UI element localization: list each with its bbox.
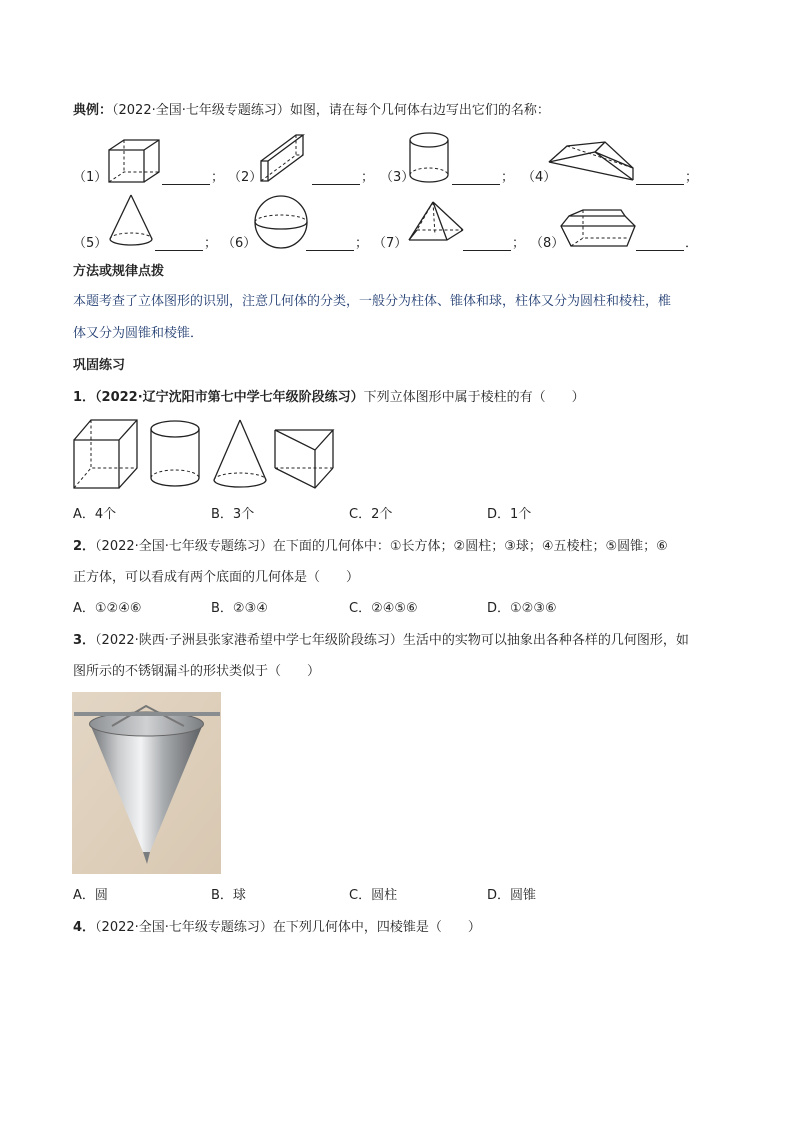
q2-option-d[interactable]: D．①②③⑥ [487,601,557,616]
question-source: （2022·辽宁沈阳市第七中学七年级阶段练习） [95,390,364,405]
cylinder-figure [409,131,451,185]
answer-blank-8[interactable] [636,236,684,251]
sphere-figure [253,195,311,251]
question-text: （2022·全国·七年级专题练习）在下面的几何体中：①长方体；②圆柱；③球；④五棱柱；⑤圆锥；⑥ [95,539,668,554]
triangular-prism-figure-q1 [273,428,335,490]
item-sep: ； [501,170,515,185]
cone-figure [108,193,156,249]
example-item-6 [222,234,256,254]
example-line [73,101,550,121]
question-4 [73,918,481,938]
question-text: 下列立体图形中属于棱柱的有（ ） [363,390,585,405]
item-sep: ． [685,236,699,251]
method-heading: 方法或规律点拨 [73,264,165,279]
item-sep: ； [211,170,225,185]
q1-option-b[interactable]: B．3个 [211,507,255,522]
cuboid-figure [104,138,164,188]
answer-blank-6[interactable] [306,236,354,251]
question-number: 4． [73,920,96,935]
item-label: （6） [222,236,257,251]
item-label: （8） [530,236,565,251]
practice-heading: 巩固练习 [73,358,126,373]
item-label: （4） [522,170,557,185]
example-heading: 典例： [73,103,113,118]
q2-option-c[interactable]: C．②④⑤⑥ [349,601,418,616]
question-2-line-2: 正方体，可以看成有两个底面的几何体是（ ） [73,570,360,585]
question-1 [73,388,585,408]
question-number: 1． [73,390,96,405]
example-item-1 [73,168,107,188]
cylinder-figure-q1 [150,420,202,488]
q1-option-a[interactable]: A．4个 [73,507,117,522]
answer-blank-2[interactable] [312,170,360,185]
question-3-line-2: 图所示的不锈钢漏斗的形状类似于（ ） [73,664,321,679]
item-label: （1） [73,170,108,185]
q2-option-a[interactable]: A．①②④⑥ [73,601,142,616]
cube-figure [73,418,139,490]
example-text: （2022·全国·七年级专题练习）如图，请在每个几何体右边写出它们的名称： [112,103,550,118]
item-label: （7） [373,236,408,251]
q3-option-d[interactable]: D．圆锥 [487,888,537,903]
item-sep: ； [355,236,369,251]
q3-option-a[interactable]: A．圆 [73,888,108,903]
question-text: （2022·全国·七年级专题练习）在下列几何体中，四棱锥是（ ） [95,920,481,935]
answer-blank-7[interactable] [463,236,511,251]
q3-option-b[interactable]: B．球 [211,888,246,903]
q1-option-d[interactable]: D．1个 [487,507,532,522]
example-item-7 [373,234,407,254]
q3-option-c[interactable]: C．圆柱 [349,888,398,903]
item-sep: ； [512,236,526,251]
item-label: （3） [380,170,415,185]
pentagonal-prism-figure [559,208,637,250]
item-sep: ； [685,170,699,185]
answer-blank-1[interactable] [162,170,210,185]
answer-blank-3[interactable] [452,170,500,185]
answer-blank-4[interactable] [636,170,684,185]
funnel-photo [72,692,221,874]
question-2-line-1 [73,537,668,557]
item-label: （5） [73,236,108,251]
long-cuboid-figure [258,133,312,185]
example-item-5 [73,234,107,254]
question-text: （2022·陕西·子洲县张家港希望中学七年级阶段练习）生活中的实物可以抽象出各种各样的几何图形，如 [95,633,689,648]
q1-option-c[interactable]: C．2个 [349,507,393,522]
question-number: 3． [73,633,96,648]
item-sep: ； [361,170,375,185]
question-number: 2． [73,539,96,554]
cone-figure-q1 [212,418,270,490]
item-sep: ； [204,236,218,251]
triangular-prism-figure [545,140,637,186]
item-label: （2） [228,170,263,185]
answer-blank-5[interactable] [155,236,203,251]
q2-option-b[interactable]: B．②③④ [211,601,268,616]
method-line-1: 本题考查了立体图形的识别，注意几何体的分类，一般分为柱体、锥体和球，柱体又分为圆柱和棱柱，椎 [73,294,672,309]
question-3-line-1 [73,631,689,651]
pyramid-figure [407,200,465,250]
method-line-2: 体又分为圆锥和棱锥． [73,326,204,341]
